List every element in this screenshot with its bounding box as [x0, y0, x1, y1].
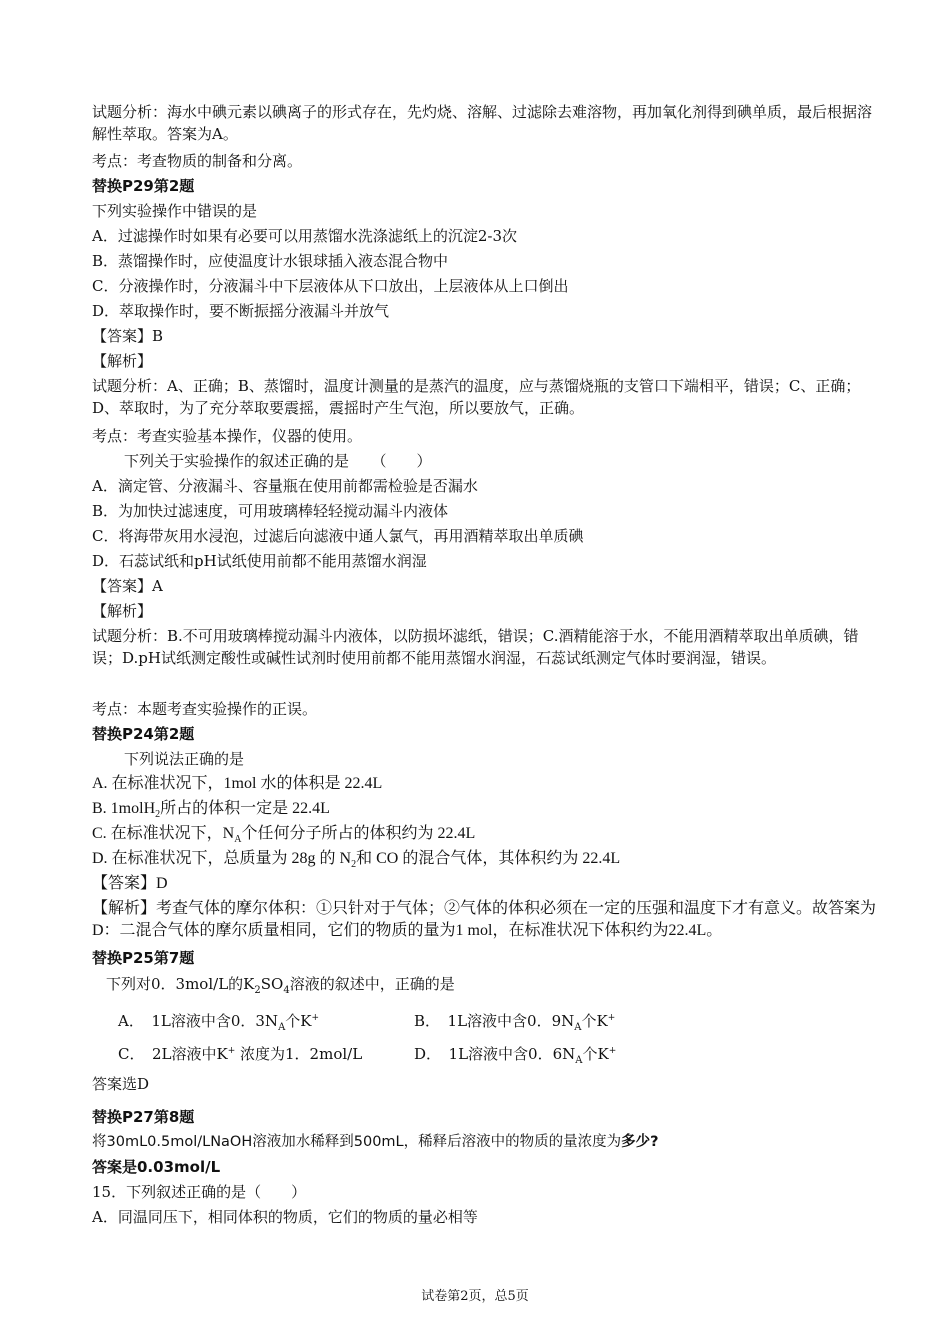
option-d: D．石蕊试纸和pH试纸使用前都不能用蒸馏水润湿	[92, 552, 427, 570]
question-stem: 下列关于实验操作的叙述正确的是 （ ）	[124, 452, 432, 470]
option-b: B．蒸馏操作时，应使温度计水银球插入液态混合物中	[92, 252, 449, 270]
answer-label: 答案是0.03mol/L	[92, 1158, 221, 1176]
option-b: B. 1molH$_2$所占的体积一定是 22.4L	[92, 800, 330, 821]
jiexi-label: 【解析】	[92, 352, 153, 370]
jiexi-label: 【解析】	[92, 602, 153, 620]
option-a: A．过滤操作时如果有必要可以用蒸馏水洗涤滤纸上的沉淀2-3次	[92, 227, 517, 245]
option-d: D. 在标准状况下，总质量为 28g 的 $N_2$和 CO 的混合气体，其体积约为 22.4L	[92, 850, 621, 871]
option-c: C. 在标准状况下，$N_A$个任何分子所占的体积约为 22.4L	[92, 825, 476, 846]
option-d: D．萃取操作时，要不断振摇分液漏斗并放气	[92, 302, 390, 320]
analysis-text: 试题分析：B.不可用玻璃棒搅动漏斗内液体，以防损坏滤纸，错误；C.酒精能溶于水，不能用酒精萃取出单质碘，错误；D.pH试纸测定酸性或碱性试剂时使用前都不能用蒸馏水润湿，石蕊试纸测定气体时要润湿，错误。	[92, 627, 859, 667]
option-c: C．分液操作时，分液漏斗中下层液体从下口放出，上层液体从上口倒出	[92, 277, 569, 295]
option-a: A．滴定管、分液漏斗、容量瓶在使用前都需检验是否漏水	[92, 477, 478, 495]
question-heading: 替换P25第7题	[92, 949, 195, 967]
option-a: A．同温同压下，相同体积的物质，它们的物质的量必相等	[92, 1208, 478, 1226]
question-stem: 将30mL0.5mol/LNaOH溶液加水稀释到500mL，稀释后溶液中的物质的量浓度为多少?	[92, 1134, 659, 1150]
answer-label: 【答案】A	[92, 577, 163, 595]
analysis-text: 试题分析：A、正确；B、蒸馏时，温度计测量的是蒸汽的温度，应与蒸馏烧瓶的支管口下端相平，错误；C、正确；D、萃取时，为了充分萃取要震摇，震摇时产生气泡，所以要放气，正确。	[92, 377, 861, 417]
point-text: 考点：考查物质的制备和分离。	[92, 152, 303, 170]
question-stem: 下列实验操作中错误的是	[92, 202, 258, 220]
analysis-text: 试题分析：海水中碘元素以碘离子的形式存在，先灼烧、溶解、过滤除去难溶物，再加氧化剂得到碘单质，最后根据溶解性萃取。答案为A。	[92, 103, 873, 143]
answer-label: 【答案】D	[92, 875, 168, 892]
point-text: 考点：本题考查实验操作的正误。	[92, 700, 318, 718]
question-heading: 替换P27第8题	[92, 1108, 195, 1126]
question-stem: 下列说法正确的是	[124, 750, 245, 768]
analysis-text: 【解析】考查气体的摩尔体积：①只针对于气体；②气体的体积必须在一定的压强和温度下才有意义。故答案为D：二混合气体的摩尔质量相同，它们的物质的量为1 mol，在标准状况下体积约为22.4L。	[92, 900, 877, 939]
question-stem: 15．下列叙述正确的是（ ）	[92, 1183, 307, 1201]
question-heading: 替换P24第2题	[92, 725, 195, 743]
option-b: B． 1L溶液中含0．$9N_A$个K+	[414, 1012, 616, 1033]
option-b: B．为加快过滤速度，可用玻璃棒轻轻搅动漏斗内液体	[92, 502, 449, 520]
answer-label: 答案选D	[92, 1075, 150, 1093]
question-stem: 下列对0．3mol/L的$K_2SO_4$溶液的叙述中，正确的是	[106, 975, 455, 996]
question-heading: 替换P29第2题	[92, 177, 195, 195]
option-c: C．将海带灰用水浸泡，过滤后向滤液中通人氯气，再用酒精萃取出单质碘	[92, 527, 584, 545]
answer-label: 【答案】B	[92, 327, 164, 345]
point-text: 考点：考查实验基本操作，仪器的使用。	[92, 427, 363, 445]
option-a: A． 1L溶液中含0．$3N_A$个K+	[118, 1012, 320, 1033]
option-a: A. 在标准状况下，1mol 水的体积是 22.4L	[92, 775, 383, 792]
page-footer: 试卷第2页，总5页	[421, 1289, 529, 1304]
option-d: D． 1L溶液中含0．$6N_A$个K+	[414, 1045, 617, 1066]
option-c: C． 2L溶液中K+ 浓度为1．2mol/L	[118, 1045, 363, 1063]
